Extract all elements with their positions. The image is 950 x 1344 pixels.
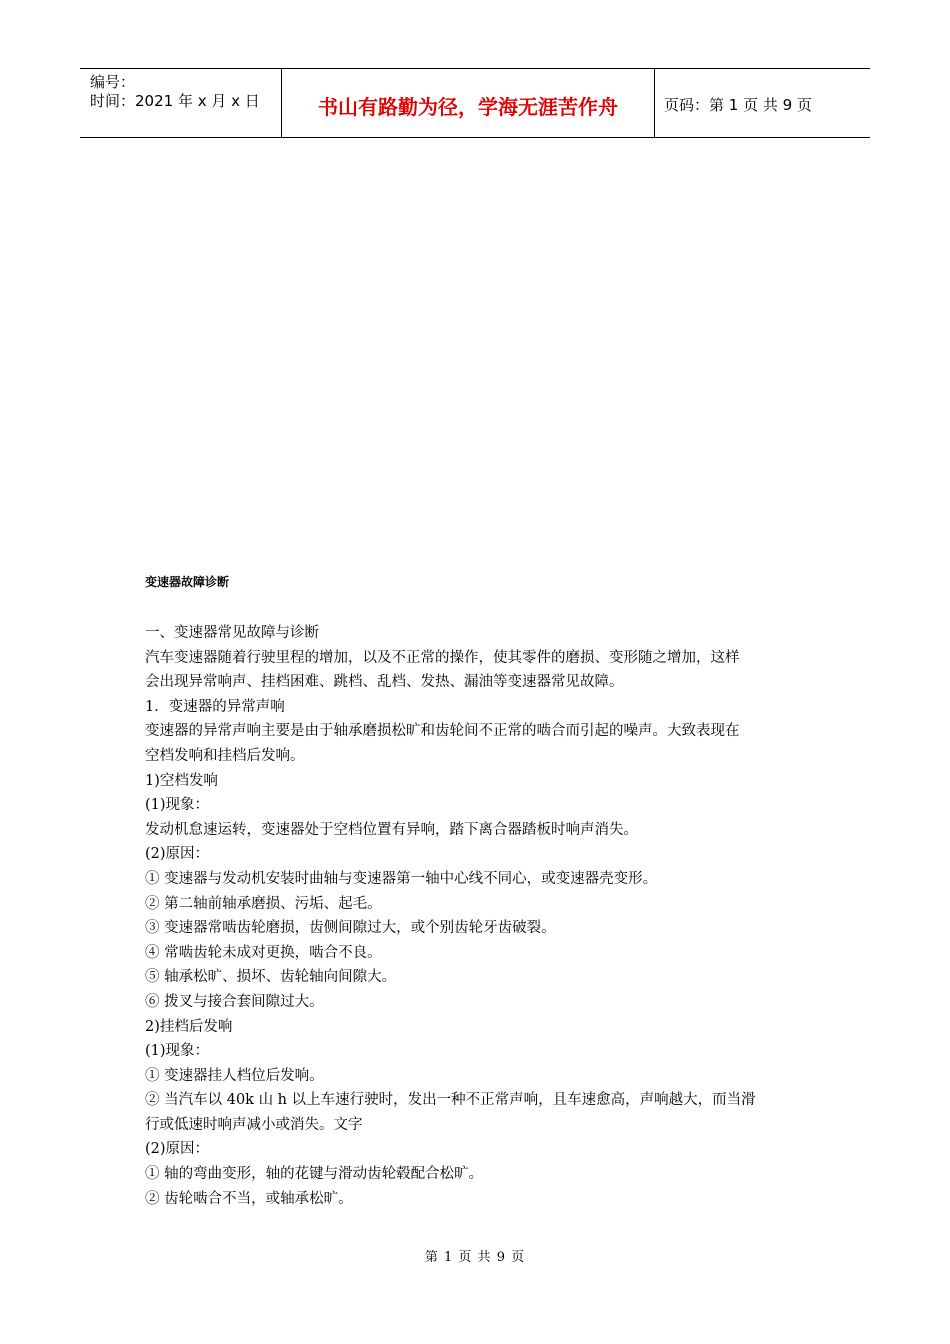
body-line: ① 变速器与发动机安装时曲轴与变速器第一轴中心线不同心，或变速器壳变形。 bbox=[145, 870, 658, 887]
document-time-label: 时间：2021 年 x 月 x 日 bbox=[90, 92, 260, 110]
body-line: ① 轴的弯曲变形，轴的花键与滑动齿轮毂配合松旷。 bbox=[145, 1166, 484, 1183]
body-line: 发动机怠速运转，变速器处于空档位置有异响，踏下离合器踏板时响声消失。 bbox=[145, 821, 638, 838]
page-footer: 第 1 页 共 9 页 bbox=[424, 1250, 526, 1265]
body-line: (1)现象： bbox=[145, 1043, 210, 1060]
body-line: 变速器的异常声响主要是由于轴承磨损松旷和齿轮间不正常的啮合而引起的噪声。大致表现在 bbox=[145, 723, 740, 740]
header-motto: 书山有路勤为径，学海无涯苦作舟 bbox=[318, 95, 618, 119]
body-line: ⑤ 轴承松旷、损坏、齿轮轴向间隙大。 bbox=[145, 969, 397, 986]
header-table bbox=[80, 68, 870, 138]
header-motto-cell bbox=[281, 69, 655, 137]
body-line: ⑥ 拨叉与接合套间隙过大。 bbox=[145, 993, 324, 1010]
body-line: (2)原因： bbox=[145, 846, 210, 863]
header-info-cell bbox=[80, 69, 281, 137]
document-code-label: 编号： bbox=[90, 73, 136, 91]
body-line: ② 当汽车以 40k 山 h 以上车速行驶时，发出一种不正常声响，且车速愈高，声响越大，而当滑 bbox=[145, 1092, 756, 1109]
document-body bbox=[145, 621, 813, 1211]
body-line: (2)原因： bbox=[145, 1141, 210, 1158]
body-line: ② 第二轴前轴承磨损、污垢、起毛。 bbox=[145, 895, 382, 912]
header-page-number: 页码：第 1 页 共 9 页 bbox=[664, 96, 812, 114]
header-page-cell bbox=[654, 69, 870, 137]
body-line: 1)空档发响 bbox=[145, 772, 218, 789]
body-line: 一、变速器常见故障与诊断 bbox=[145, 625, 319, 641]
body-line: 空档发响和挂档后发响。 bbox=[145, 747, 305, 764]
body-line: 会出现异常响声、挂档困难、跳档、乱档、发热、漏油等变速器常见故障。 bbox=[145, 674, 624, 691]
body-line: 行或低速时响声减小或消失。文字 bbox=[145, 1116, 363, 1133]
body-line: ① 变速器挂人档位后发响。 bbox=[145, 1067, 324, 1084]
body-line: 1．变速器的异常声响 bbox=[145, 698, 285, 715]
body-line: (1)现象： bbox=[145, 797, 210, 814]
body-line: ③ 变速器常啮齿轮磨损，齿侧间隙过大，或个别齿轮牙齿破裂。 bbox=[145, 920, 556, 937]
body-line: ④ 常啮齿轮未成对更换，啮合不良。 bbox=[145, 944, 382, 961]
body-line: ② 齿轮啮合不当，或轴承松旷。 bbox=[145, 1190, 353, 1207]
body-line: 2)挂档后发响 bbox=[145, 1018, 233, 1035]
body-line: 汽车变速器随着行驶里程的增加，以及不正常的操作，使其零件的磨损、变形随之增加，这样 bbox=[145, 649, 740, 666]
document-title: 变速器故障诊断 bbox=[145, 575, 230, 589]
